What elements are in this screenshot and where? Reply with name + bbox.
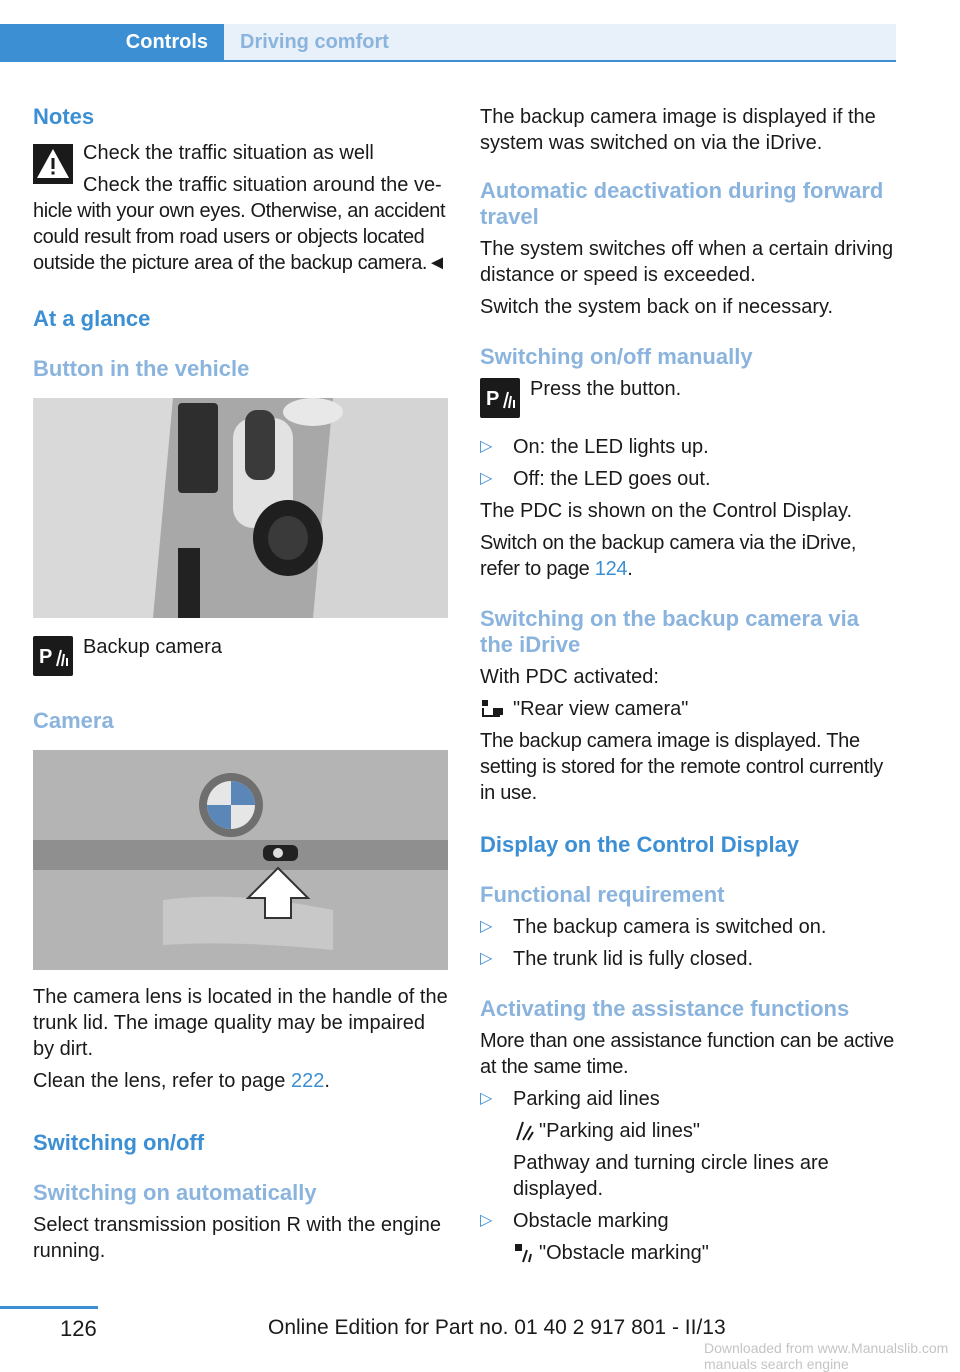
list-item — [480, 434, 898, 460]
bullet-triangle-icon: ▷ — [480, 1090, 493, 1107]
footer-divider — [0, 1306, 98, 1309]
manual-heading: Switching on/off manually — [480, 344, 753, 369]
rear-view-row — [480, 696, 898, 722]
bullet-triangle-icon: ▷ — [480, 1212, 493, 1229]
clean-lens-text — [33, 1068, 451, 1094]
switch-back-text: Switch the system back on if necessary. — [480, 296, 834, 318]
activating-text: More than one assistance function can be active at the same time. — [480, 1030, 894, 1078]
parking-camera-icon — [33, 636, 73, 676]
auto-deactivation-heading: Automatic deactivation during forward travel — [480, 178, 884, 229]
list-item — [480, 1086, 898, 1202]
parking-aid-label: "Parking aid lines" — [539, 1120, 700, 1142]
bullet-triangle-icon: ▷ — [480, 438, 493, 455]
obstacle-row — [513, 1240, 898, 1266]
press-button-row — [480, 378, 898, 422]
section-tab-driving-comfort: Driving comfort — [224, 24, 896, 61]
bullet-text: Obstacle marking — [513, 1210, 669, 1232]
bullet-triangle-icon: ▷ — [480, 918, 493, 935]
clean-lens-prefix: Clean the lens, refer to page — [33, 1070, 291, 1092]
bullet-triangle-icon: ▷ — [480, 950, 493, 967]
rear-view-camera-icon — [480, 698, 506, 720]
obstacle-marking-icon — [513, 1242, 535, 1264]
parking-camera-icon — [480, 378, 520, 418]
camera-description: The camera lens is located in the handle of the trunk lid. The image quality may be impaired by dirt. — [33, 986, 448, 1060]
list-item — [480, 1208, 898, 1266]
list-item — [480, 946, 898, 972]
at-a-glance-heading: At a glance — [33, 306, 151, 331]
press-button-text: Press the button. — [530, 378, 682, 400]
bullet-triangle-icon: ▷ — [480, 470, 493, 487]
bullet-text: The backup camera is switched on. — [513, 916, 827, 938]
display-heading: Display on the Control Display — [480, 832, 800, 857]
bullet-text: On: the LED lights up. — [513, 436, 709, 458]
warning-title: Check the traffic situation as well — [83, 142, 374, 164]
list-item — [480, 914, 898, 940]
backup-camera-button-row — [33, 636, 451, 676]
parking-aid-row — [513, 1118, 898, 1144]
page-link-124[interactable]: 124 — [594, 558, 628, 580]
button-in-vehicle-heading: Button in the vehicle — [33, 356, 250, 381]
parking-aid-text: Pathway and turning circle lines are displayed. — [513, 1152, 829, 1200]
intro-text: The backup camera image is displayed if the system was switched on via the iDrive. — [480, 106, 876, 154]
page-header — [0, 0, 960, 62]
edition-text: Online Edition for Part no. 01 40 2 917 801 - II/13 — [268, 1316, 726, 1339]
svg-text:P: P — [39, 646, 53, 668]
switching-heading: Switching on/off — [33, 1130, 205, 1155]
notes-heading: Notes — [33, 104, 95, 129]
watermark: Downloaded from www.Manualslib.com manuals search engine — [704, 1340, 949, 1372]
backup-camera-caption: Backup camera — [83, 636, 222, 658]
console-illustration — [33, 398, 448, 618]
trunk-camera-photo — [33, 750, 448, 970]
pdc-text: The PDC is shown on the Control Display. — [480, 500, 853, 522]
switch-on-prefix: Switch on the backup camera via the iDrive, refer to page — [480, 532, 857, 580]
rear-view-label: "Rear view camera" — [513, 698, 689, 720]
right-column — [480, 100, 898, 1266]
functional-requirement-heading: Functional requirement — [480, 882, 725, 907]
bullet-text: The trunk lid is fully closed. — [513, 948, 754, 970]
trunk-illustration — [33, 750, 448, 970]
bullet-text: Parking aid lines — [513, 1088, 660, 1110]
page-link-222[interactable]: 222 — [290, 1070, 325, 1092]
idrive-heading: Switching on the backup camera via the iDrive — [480, 606, 859, 657]
header-divider — [0, 60, 896, 62]
vehicle-console-photo — [33, 398, 448, 618]
obstacle-label: "Obstacle marking" — [539, 1242, 709, 1264]
parking-lines-icon — [513, 1120, 535, 1142]
camera-heading: Camera — [33, 708, 114, 733]
left-column — [33, 100, 451, 1264]
list-item — [480, 466, 898, 492]
auto-deactivation-text: The system switches off when a certain driving distance or speed is exceeded. — [480, 238, 894, 286]
warning-note — [33, 140, 451, 198]
bullet-text: Off: the LED goes out. — [513, 468, 711, 490]
switching-auto-text: Select transmission position R with the engine running. — [33, 1214, 441, 1262]
warning-body-first: Check the traffic situation around the ve- — [83, 174, 442, 196]
switching-auto-heading: Switching on automatically — [33, 1180, 317, 1205]
pdc-activated-text: With PDC activated: — [480, 666, 659, 688]
display-text: The backup camera image is displayed. The setting is stored for the remote control currently in use. — [480, 730, 883, 804]
switch-on-suffix: . — [627, 558, 633, 580]
svg-text:P: P — [486, 388, 500, 410]
section-tab-controls: Controls — [0, 24, 224, 61]
page-number: 126 — [60, 1316, 97, 1341]
warning-body: hicle with your own eyes. Otherwise, an accident could result from road users or objects located outside the picture area of the backup camera.◄ — [33, 200, 447, 274]
activating-heading: Activating the assistance functions — [480, 996, 850, 1021]
switch-on-text — [480, 530, 898, 582]
warning-triangle-icon — [33, 144, 73, 184]
clean-lens-suffix: . — [324, 1070, 330, 1092]
